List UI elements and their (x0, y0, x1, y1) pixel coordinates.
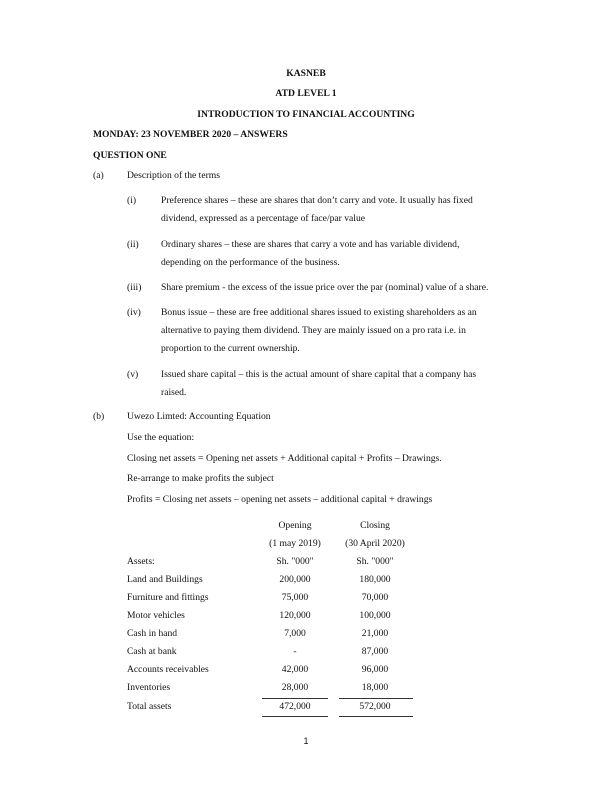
item-number: (v) (127, 369, 139, 380)
page-number: 1 (303, 736, 309, 746)
row-label: Inventories (127, 682, 171, 693)
row-opening: 7,000 (284, 628, 306, 639)
equation-intro: Use the equation: (127, 432, 195, 443)
item-text-line: Share premium - the excess of the issue price over the par (nominal) value of a share. (161, 282, 489, 293)
question-heading: QUESTION ONE (93, 150, 167, 161)
item-text-line: proportion to the current ownership. (161, 343, 300, 354)
item-text-line: Ordinary shares – these are shares that carry a vote and has variable dividend, (161, 239, 460, 250)
total-rule-closing (339, 716, 413, 717)
part-b-label: (b) (93, 411, 105, 422)
row-opening: 28,000 (281, 682, 309, 693)
item-text-line: Issued share capital – this is the actual amount of share capital that a company has (161, 369, 477, 380)
col-header-opening: Opening (278, 520, 312, 531)
org-title: KASNEB (286, 68, 326, 79)
date-line: MONDAY: 23 NOVEMBER 2020 – ANSWERS (93, 129, 288, 140)
item-text-line: Bonus issue – these are free additional shares issued to existing shareholders as an (161, 307, 477, 318)
col-header-closing: Closing (360, 520, 390, 531)
total-label: Total assets (127, 701, 172, 712)
rearrange-note: Re-arrange to make profits the subject (127, 473, 274, 484)
col-header-opening-date: (1 may 2019) (269, 538, 321, 549)
row-opening: 120,000 (279, 610, 311, 621)
subtotal-rule-closing (339, 698, 413, 699)
item-text-line: dividend, expressed as a percentage of face/par value (161, 213, 366, 224)
paper-title: INTRODUCTION TO FINANCIAL ACCOUNTING (197, 109, 415, 120)
item-text-line: alternative to paying them dividend. They are mainly issued on a pro rata i.e. in (161, 325, 466, 336)
row-opening: 75,000 (281, 592, 309, 603)
row-opening: 42,000 (281, 664, 309, 675)
row-label: Cash at bank (127, 646, 177, 657)
subtotal-rule-opening (262, 698, 328, 699)
item-number: (i) (127, 195, 137, 206)
row-label: Accounts receivables (127, 664, 209, 675)
level-title: ATD LEVEL 1 (275, 88, 337, 99)
row-opening: 200,000 (279, 574, 311, 585)
profit-formula: Profits = Closing net assets – opening net assets – additional capital + drawings (127, 494, 433, 505)
row-opening: - (293, 646, 297, 657)
total-opening: 472,000 (279, 701, 311, 712)
row-closing: 96,000 (361, 664, 389, 675)
row-label: Land and Buildings (127, 574, 203, 585)
part-b-title: Uwezo Limted: Accounting Equation (127, 411, 271, 422)
col-header-opening-unit: Sh. "000" (276, 556, 314, 567)
col-header-closing-date: (30 April 2020) (345, 538, 405, 549)
row-closing: 70,000 (361, 592, 389, 603)
total-closing: 572,000 (359, 701, 391, 712)
row-closing: 87,000 (361, 646, 389, 657)
item-text-line: raised. (161, 387, 187, 398)
row-closing: 100,000 (359, 610, 391, 621)
row-closing: 21,000 (361, 628, 389, 639)
col-header-closing-unit: Sh. "000" (356, 556, 394, 567)
item-number: (iv) (127, 307, 141, 318)
part-a-title: Description of the terms (127, 170, 220, 181)
row-label: Furniture and fittings (127, 592, 209, 603)
total-rule-opening (262, 716, 328, 717)
row-closing: 180,000 (359, 574, 391, 585)
row-closing: 18,000 (361, 682, 389, 693)
item-text-line: depending on the performance of the business. (161, 257, 340, 268)
item-text-line: Preference shares – these are shares that don’t carry and vote. It usually has fixed (161, 195, 473, 206)
row-label: Cash in hand (127, 628, 178, 639)
section-label-assets: Assets: (127, 556, 155, 567)
item-number: (ii) (127, 239, 139, 250)
part-a-label: (a) (93, 170, 104, 181)
row-label: Motor vehicles (127, 610, 185, 621)
item-number: (iii) (127, 282, 142, 293)
equation-line: Closing net assets = Opening net assets + Additional capital + Profits – Drawings. (127, 453, 442, 464)
